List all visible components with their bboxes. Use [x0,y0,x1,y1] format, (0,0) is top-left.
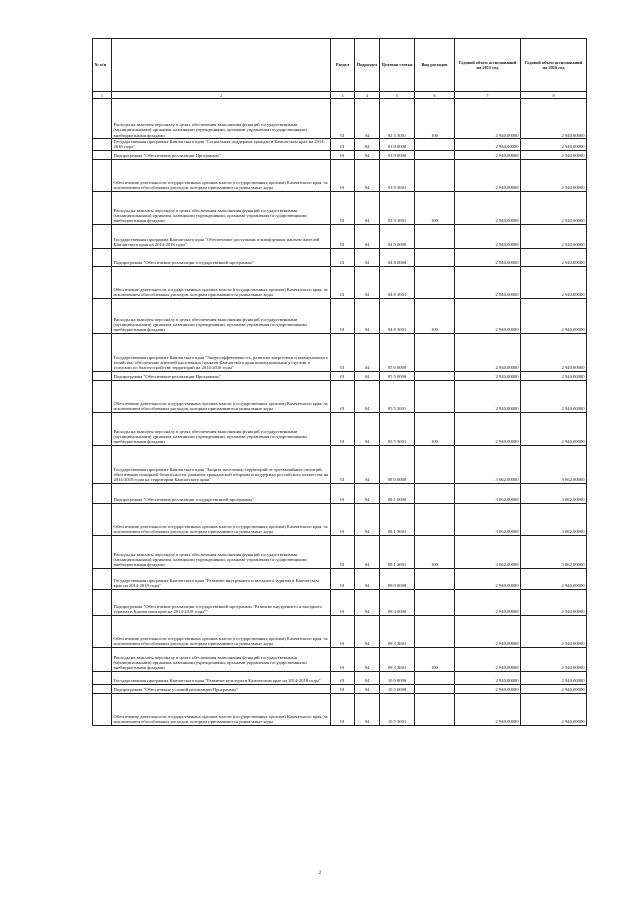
row-vol2016: 2 940,00000 [521,693,587,725]
row-section: 01 [331,615,355,647]
row-target: 08 1 3001 [380,503,415,535]
budget-table [92,38,587,726]
row-subsection: 04 [355,535,380,568]
row-name: Подпрограмма "Обеспечение реализации Программы" [112,150,331,159]
table-row [93,371,587,380]
row-vol2015: 2 940,00000 [455,693,521,725]
row-vol2016: 2 940,00000 [521,298,587,333]
row-subsection: 04 [355,248,380,266]
row-exptype [415,248,455,266]
budget-table-sheet [92,38,586,726]
row-section: 01 [331,298,355,333]
table-row [93,589,587,615]
row-vol2015: 2 940,00000 [455,159,521,191]
row-target: 08 0 0000 [380,445,415,483]
row-section: 01 [331,139,355,151]
row-exptype [415,568,455,589]
header-subsection: Подраздел [355,39,380,92]
header-vol2015: Годовой объем ассигнований на 2015 год [455,39,521,92]
table-row [93,298,587,333]
row-target: 03 9 3001 [380,191,415,224]
row-target: 08 1 0000 [380,483,415,503]
table-row [93,139,587,151]
page-number: 2 [318,871,322,876]
row-subsection: 04 [355,139,380,151]
row-exptype [415,483,455,503]
row-section: 01 [331,333,355,371]
row-exptype [415,684,455,693]
num-cell [93,266,112,298]
row-target: 05 5 0000 [380,371,415,380]
row-vol2015: 2 940,00000 [455,412,521,445]
row-vol2016: 3 062,00000 [521,503,587,535]
row-section: 01 [331,150,355,159]
row-name: Обеспечение деятельности государственных органов власти (государственных органов) Камчатского края, за исключением обособленных расходов, которым присваиваются уникальные коды [112,615,331,647]
num-cell [93,412,112,445]
colnum: 2 [112,92,331,99]
row-exptype: 100 [415,412,455,445]
header-section: Раздел [331,39,355,92]
row-subsection: 04 [355,615,380,647]
num-cell [93,615,112,647]
colnum: 7 [455,92,521,99]
row-target: 03 0 0000 [380,139,415,151]
row-subsection: 04 [355,412,380,445]
table-row [93,615,587,647]
row-section: 01 [331,191,355,224]
row-vol2015: 2 940,00000 [455,568,521,589]
row-exptype: 100 [415,535,455,568]
table-row [93,445,587,483]
num-cell [93,333,112,371]
row-target: 03 9 0000 [380,150,415,159]
table-row [93,483,587,503]
row-name: Расходы на выплаты персоналу в целях обеспечения выполнения функций государственными (муниципальными) органами, казенными учреждениями, органами управления государственными внебюджетными фондами [112,535,331,568]
row-target: 10 5 0000 [380,684,415,693]
row-vol2015: 3 062,00000 [455,483,521,503]
row-vol2015: 3 062,00000 [455,445,521,483]
row-subsection: 04 [355,445,380,483]
row-section: 01 [331,483,355,503]
row-exptype [415,150,455,159]
row-target: 03 9 3001 [380,159,415,191]
colnum: 1 [93,92,112,99]
row-vol2015: 2 940,00000 [455,371,521,380]
row-exptype [415,266,455,298]
row-vol2016: 2 940,00000 [521,412,587,445]
num-cell [93,445,112,483]
row-vol2015: 2 940,00000 [455,615,521,647]
row-vol2016: 2 940,00000 [521,191,587,224]
row-vol2016: 2 940,00000 [521,150,587,159]
row-vol2016: 2 940,00000 [521,139,587,151]
row-section: 01 [331,248,355,266]
num-cell [93,568,112,589]
row-vol2016: 2 940,00000 [521,159,587,191]
table-row [93,266,587,298]
table-row [93,159,587,191]
row-vol2016: 2 940,00000 [521,589,587,615]
row-vol2016: 2 940,00000 [521,684,587,693]
row-exptype: 100 [415,298,455,333]
row-target: 09 4 0000 [380,589,415,615]
row-name: Расходы на выплаты персоналу в целях обеспечения выполнения функций государственными (муниципальными) органами, казенными учреждениями, органами управления государственными внебюджетными фондами [112,191,331,224]
num-cell [93,483,112,503]
colnum: 6 [415,92,455,99]
row-name: Обеспечение деятельности государственных органов власти (государственных органов) Камчатского края, за исключением обособленных расходов, которым присваиваются уникальные коды [112,159,331,191]
num-cell [93,535,112,568]
row-vol2015: 2 940,00000 [455,99,521,139]
row-subsection: 04 [355,647,380,671]
row-vol2015: 2 940,00000 [455,224,521,248]
row-name: Подпрограмма "Обеспечение реализации государственной программы" [112,483,331,503]
row-subsection: 04 [355,224,380,248]
row-exptype [415,671,455,684]
row-name: Обеспечение деятельности государственных органов власти (государственных органов) Камчатского края, за исключением обособленных расходов, которым присваиваются уникальные коды [112,266,331,298]
row-vol2015: 2 940,00000 [455,191,521,224]
row-subsection: 04 [355,568,380,589]
row-exptype: 100 [415,191,455,224]
header-name [112,39,331,92]
row-subsection: 04 [355,503,380,535]
row-vol2016: 2 940,00000 [521,671,587,684]
row-vol2015: 2 940,00000 [455,671,521,684]
row-vol2016: 2 940,00000 [521,371,587,380]
row-vol2015: 2 940,00000 [455,298,521,333]
row-target: 05 5 3001 [380,412,415,445]
row-target: 04 8 3001 [380,298,415,333]
row-exptype [415,224,455,248]
table-row [93,503,587,535]
row-exptype [415,589,455,615]
row-vol2015: 2 940,00000 [455,589,521,615]
row-section: 01 [331,412,355,445]
row-vol2015: 2 940,00000 [455,333,521,371]
row-section: 01 [331,535,355,568]
num-cell [93,99,112,139]
row-subsection: 04 [355,99,380,139]
row-vol2016: 2 940,00000 [521,99,587,139]
row-section: 01 [331,224,355,248]
table-row [93,671,587,684]
row-exptype [415,333,455,371]
row-name: Государственная программа Камчатского края "Развитие внутреннего и въездного туризма в Камчатском крае на 2014-2018 годы" [112,568,331,589]
row-exptype [415,503,455,535]
header-row [93,39,587,92]
row-exptype [415,159,455,191]
row-vol2015: 2 940,00000 [455,150,521,159]
table-row [93,684,587,693]
num-cell [93,371,112,380]
row-section: 01 [331,647,355,671]
row-subsection: 04 [355,371,380,380]
num-cell [93,248,112,266]
row-section: 01 [331,568,355,589]
row-target: 09 0 0000 [380,568,415,589]
row-vol2015: 2 940,00000 [455,248,521,266]
row-vol2016: 3 062,00000 [521,445,587,483]
row-vol2015: 3 062,00000 [455,503,521,535]
row-exptype [415,693,455,725]
row-exptype [415,380,455,412]
table-row [93,380,587,412]
row-section: 01 [331,503,355,535]
num-cell [93,139,112,151]
num-cell [93,298,112,333]
num-cell [93,159,112,191]
num-cell [93,224,112,248]
row-vol2015: 3 062,00000 [455,535,521,568]
row-exptype: 100 [415,99,455,139]
row-name: Государственная программа Камчатского края "Защита населения, территорий от чрезвычайных ситуаций, обеспечение пожарной безопасности, развитие гражданской обороны и поддержка российского казачества на 2014-2018 годы на территории Камчатского края" [112,445,331,483]
row-vol2016: 2 940,00000 [521,333,587,371]
row-name: Государственная программа Камчатского края "Энергоэффективность, развитие энергетики и коммунального хозяйства, обеспечение жителей населенных пунктов Камчатского края коммунальными услугами и услугами по благоустройству территорий на 2014-2018 годы" [112,333,331,371]
row-exptype [415,615,455,647]
row-vol2015: 2 940,00000 [455,647,521,671]
row-target: 04 0 0000 [380,224,415,248]
row-name: Государственная программа Камчатского края "Социальная поддержка граждан в Камчатском крае на 2014-2018 годы" [112,139,331,151]
num-cell [93,684,112,693]
row-exptype [415,445,455,483]
row-vol2016: 2 940,00000 [521,248,587,266]
row-name: Обеспечение деятельности государственных органов власти (государственных органов) Камчатского края, за исключением обособленных расходов, которым присваиваются уникальные коды [112,503,331,535]
num-cell [93,589,112,615]
row-name: Государственная программа Камчатского края "Развитие культуры в Камчатском крае на 2014-2018 годы" [112,671,331,684]
row-subsection: 04 [355,684,380,693]
row-name: Расходы на выплаты персоналу в целях обеспечения выполнения функций государственными (муниципальными) органами, казенными учреждениями, органами управления государственными внебюджетными фондами [112,298,331,333]
row-name: Подпрограмма "Обеспечение реализации Программы" [112,371,331,380]
row-section: 01 [331,671,355,684]
row-section: 01 [331,693,355,725]
row-target: 10 5 3001 [380,693,415,725]
row-subsection: 04 [355,333,380,371]
row-section: 01 [331,99,355,139]
row-name: Обеспечение деятельности государственных органов власти (государственных органов) Камчатского края, за исключением обособленных расходов, которым присваиваются уникальные коды [112,693,331,725]
header-vol2016: Годовой объем ассигнований на 2016 год [521,39,587,92]
row-target: 05 0 0000 [380,333,415,371]
row-target: 04 8 0000 [380,248,415,266]
table-row [93,248,587,266]
row-vol2016: 2 940,00000 [521,380,587,412]
table-row [93,333,587,371]
colnum: 8 [521,92,587,99]
colnum: 3 [331,92,355,99]
table-body [93,99,587,726]
table-row [93,647,587,671]
row-subsection: 04 [355,671,380,684]
header-num: № п/п [93,39,112,92]
header-exptype: Вид расходов [415,39,455,92]
row-section: 01 [331,266,355,298]
colnum: 4 [355,92,380,99]
num-cell [93,503,112,535]
row-vol2016: 2 940,00000 [521,568,587,589]
row-name: Расходы на выплаты персоналу в целях обеспечения выполнения функций государственными (муниципальными) органами, казенными учреждениями, органами управления государственными внебюджетными фондами [112,412,331,445]
row-subsection: 04 [355,483,380,503]
row-vol2015: 2 940,00000 [455,684,521,693]
row-subsection: 04 [355,150,380,159]
num-cell [93,150,112,159]
row-vol2015: 2 940,00000 [455,380,521,412]
row-name: Расходы на выплаты персоналу в целях обеспечения выполнения функций государственными (муниципальными) органами, казенными учреждениями, органами управления государственными внебюджетными фондами [112,647,331,671]
row-vol2015: 2 940,00000 [455,139,521,151]
num-cell [93,671,112,684]
row-subsection: 04 [355,298,380,333]
row-name: Подпрограмма "Обеспечение реализации государственной программы "Развитие внутреннего и въездного туризма в Камчатском крае на 2014-2018 годы"" [112,589,331,615]
table-row [93,99,587,139]
row-vol2016: 2 940,00000 [521,266,587,298]
num-cell [93,693,112,725]
row-exptype [415,139,455,151]
table-row [93,412,587,445]
row-section: 01 [331,445,355,483]
row-vol2016: 2 940,00000 [521,615,587,647]
row-exptype: 100 [415,647,455,671]
table-row [93,693,587,725]
row-name: Государственная программа Камчатского края "Обеспечение доступным и комфортным жильем жителей Камчатского края на 2014-2018 годы" [112,224,331,248]
table-row [93,568,587,589]
colnum: 5 [380,92,415,99]
row-name: Подпрограмма "Обеспечение условий реализации Программы" [112,684,331,693]
row-section: 01 [331,684,355,693]
row-vol2016: 2 940,00000 [521,224,587,248]
row-name: Расходы на выплаты персоналу в целях обеспечения выполнения функций государственными (муниципальными) органами, казенными учреждениями, органами управления государственными внебюджетными фондами [112,99,331,139]
row-vol2015: 2 940,00000 [455,266,521,298]
row-subsection: 04 [355,266,380,298]
header-target: Целевая статья [380,39,415,92]
table-row [93,535,587,568]
num-cell [93,647,112,671]
row-vol2016: 3 062,00000 [521,535,587,568]
table-row [93,224,587,248]
row-subsection: 04 [355,589,380,615]
row-section: 01 [331,380,355,412]
row-target: 08 1 3001 [380,535,415,568]
row-target: 10 0 0000 [380,671,415,684]
column-number-row [93,92,587,99]
row-target: 05 5 3001 [380,380,415,412]
table-row [93,191,587,224]
table-row [93,150,587,159]
row-target: 04 8 3001 [380,266,415,298]
row-target: 09 4 3001 [380,647,415,671]
row-name: Подпрограмма "Обеспечение реализации государственной программы" [112,248,331,266]
num-cell [93,380,112,412]
row-subsection: 04 [355,159,380,191]
row-subsection: 04 [355,693,380,725]
row-exptype [415,371,455,380]
row-subsection: 04 [355,380,380,412]
row-name: Обеспечение деятельности государственных органов власти (государственных органов) Камчатского края, за исключением обособленных расходов, которым присваиваются уникальные коды [112,380,331,412]
row-vol2016: 3 062,00000 [521,483,587,503]
row-section: 01 [331,371,355,380]
row-vol2016: 2 940,00000 [521,647,587,671]
row-section: 01 [331,589,355,615]
row-target: 02 5 3001 [380,99,415,139]
num-cell [93,191,112,224]
row-target: 09 4 3001 [380,615,415,647]
row-section: 01 [331,159,355,191]
row-subsection: 04 [355,191,380,224]
